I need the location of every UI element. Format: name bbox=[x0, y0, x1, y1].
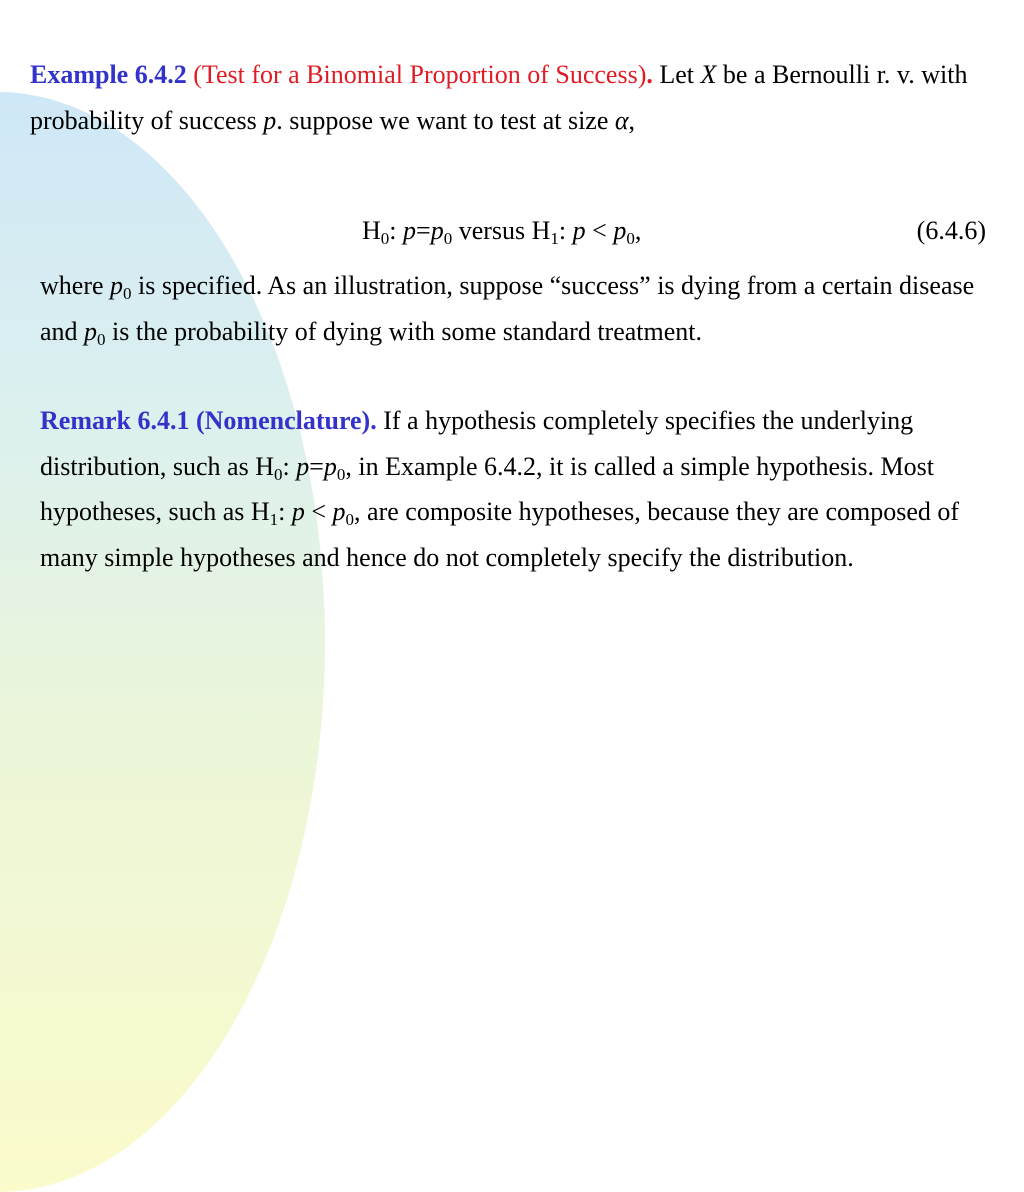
example-text-3: . suppose we want to test at size bbox=[276, 105, 615, 135]
eq-comma: , bbox=[634, 216, 642, 245]
remark-p-2: p bbox=[291, 497, 305, 526]
remark-p0-subscript: 0 bbox=[336, 464, 346, 484]
remark-text-5: , are composite hypotheses, because they are composed of many simple hypotheses and hence do not completely specify the distribution. bbox=[40, 497, 960, 572]
eq-colon: : bbox=[389, 216, 404, 245]
eq-p0-2-subscript: 0 bbox=[626, 229, 635, 248]
example-paragraph bbox=[30, 52, 995, 143]
eq-h1-subscript: 1 bbox=[550, 229, 559, 248]
remark-equals: = bbox=[309, 451, 324, 481]
eq-p0: p bbox=[430, 216, 444, 245]
example-text-2: be a Bernoulli r. v. with probability of success bbox=[30, 60, 968, 135]
variable-x: X bbox=[700, 60, 717, 89]
eq-h0-subscript: 0 bbox=[380, 229, 390, 248]
eq-p0-2: p bbox=[613, 216, 627, 245]
where-p0: p bbox=[110, 271, 124, 300]
example-text-1: Let bbox=[652, 60, 701, 89]
remark-text-3: , in Example 6.4.2, it is called a simple hypothesis. Most hypotheses, such as H bbox=[40, 451, 934, 526]
where-text-3: is the probability of dying with some standard treatment. bbox=[105, 316, 702, 346]
where-p0-subscript: 0 bbox=[123, 284, 132, 303]
example-open-paren: ( bbox=[186, 60, 202, 89]
remark-text-1: If a hypothesis completely specifies the underlying distribution, such as H bbox=[40, 406, 914, 481]
remark-h1-subscript: 1 bbox=[269, 510, 279, 529]
remark-p: p bbox=[296, 451, 310, 481]
eq-versus-h1: versus H bbox=[452, 216, 551, 245]
where-text-2: is specified. As an illustration, suppose “success” is dying from a certain disease and bbox=[40, 271, 975, 346]
remark-h0-subscript: 0 bbox=[274, 464, 283, 484]
remark-p0-2-subscript: 0 bbox=[345, 510, 355, 529]
where-paragraph bbox=[40, 263, 990, 354]
eq-p0-subscript: 0 bbox=[443, 229, 453, 248]
where-text-1: where bbox=[40, 271, 111, 300]
remark-label: Remark 6.4.1 (Nomenclature). bbox=[40, 406, 377, 435]
hypothesis-equation bbox=[30, 208, 986, 254]
eq-p: p bbox=[403, 216, 417, 245]
example-close-paren: ) bbox=[637, 60, 647, 89]
example-text-4: , bbox=[628, 105, 636, 135]
alpha-symbol: α bbox=[614, 105, 629, 135]
remark-p0: p bbox=[323, 451, 337, 481]
eq-p-2: p bbox=[572, 216, 586, 245]
example-title-period: . bbox=[646, 60, 653, 89]
variable-p: p bbox=[263, 105, 277, 135]
equation-expression bbox=[362, 208, 641, 254]
eq-less-than: < bbox=[585, 216, 614, 245]
remark-less-than: < bbox=[304, 497, 333, 526]
equation-number: (6.4.6) bbox=[916, 216, 986, 245]
remark-text-4: : bbox=[278, 497, 292, 526]
eq-equals: = bbox=[416, 216, 431, 245]
remark-paragraph bbox=[40, 398, 990, 580]
eq-h0: H bbox=[362, 216, 381, 245]
where-p0-2-subscript: 0 bbox=[97, 329, 106, 349]
example-label: Example 6.4.2 bbox=[30, 60, 187, 89]
eq-colon-2: : bbox=[558, 216, 573, 245]
example-title: Test for a Binomial Proportion of Success bbox=[201, 60, 638, 89]
where-p0-2: p bbox=[84, 316, 98, 346]
remark-text-2: : bbox=[282, 451, 297, 481]
remark-p0-2: p bbox=[332, 497, 346, 526]
